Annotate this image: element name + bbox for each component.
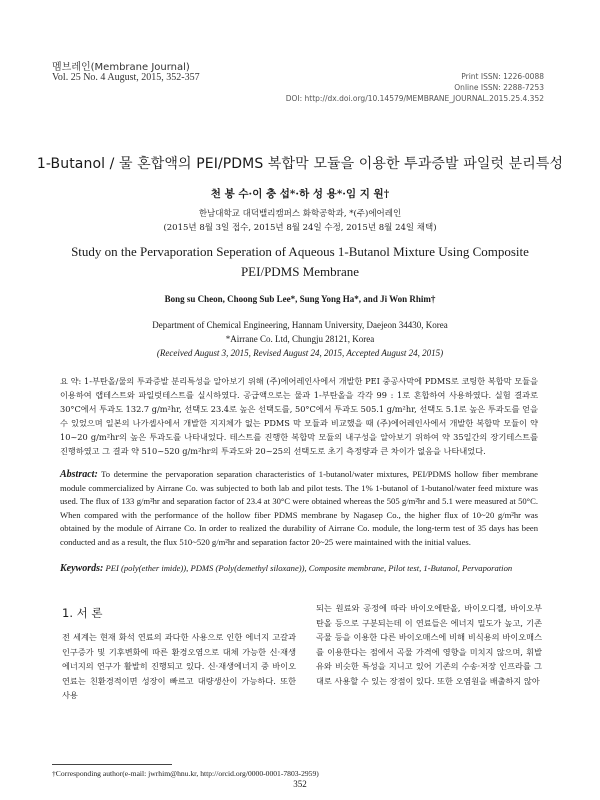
affiliation-english-1: Department of Chemical Engineering, Hannam University, Daejeon 34430, Korea [152,320,448,330]
title-korean: 1-Butanol / 물 혼합액의 PEI/PDMS 복합막 모듈을 이용한 투과증발 파일럿 분리특성 [36,156,564,172]
corresponding-author-footnote: †Corresponding author(e-mail: jwrhim@hnu.kr, http://orcid.org/0000-0001-7803-2959) [52,769,319,778]
affiliation-english-2: *Airrane Co. Ltd, Chungju 28121, Korea [225,334,375,344]
keywords-text: PEI (poly(ether imide)), PDMS (Poly(demethyl siloxane)), Composite membrane, Pilot test, 1-Butanol, Pervaporation [105,563,513,573]
dates-english: (Received August 3, 2015, Revised August 24, 2015, Accepted August 24, 2015) [156,348,444,358]
abstract-english [60,468,538,549]
keywords [60,562,538,575]
footnote-divider [52,764,172,765]
keywords-label: Keywords: [60,563,104,574]
abstract-english-label: Abstract: [60,469,98,480]
body-text-right-column: 되는 원료와 공정에 따라 바이오에탄올, 바이오디젤, 바이오부탄올 등으로 구분되는데 이 연료들은 에너지 밀도가 높고, 기존 곡물 등을 이용한 다른 바이오매스에 비해 비식용의 바이오매스를 이용한다는 점에서 곡물 가격에 영향을 미치지 않으며, 휘발유와 비슷한 특성을 지니고 있어 기존의 수송·저장 인프라를 그대로 사용할 수 있는 장점이 있다. 또한 오염원을 배출하지 않아 [316,603,542,686]
abstract-english-text: To determine the pervaporation separation characteristics of 1-butanol/water mixtures, PEI/PDMS hollow fiber membrane module commercialized by Airrane Co. was subjected to both lab and pilot tests. The 1% 1-butanol of 1-butanol/water feed mixture was used. The flux of 133 g/m²hr and separation factor of 23.4 at 30°C were obtained whereas the 505 g/m²hr and 5.1 were measured at 50°C. When compared with the performance of the hollow fiber PDMS membrane by Nagasep Co., the higher flux of 10~20 g/m²hr was obtained by the module of Airrane Co. In order to realized the durability of Airrane Co. module, the long-term test of 35 days has been conducted and as a result, the flux 510~520 g/m²hr and separation factor 20~25 were maintained with the initial values. [60,469,538,547]
authors-korean: 천 봉 수·이 충 섭*·하 성 용*·임 지 원† [210,188,390,200]
abstract-korean [60,374,538,458]
dates-korean: (2015년 8월 3일 접수, 2015년 8월 24일 수정, 2015년 8월 24일 채택) [163,223,437,233]
print-issn: Print ISSN: 1226-0088 [461,72,544,81]
journal-name: 멤브레인(Membrane Journal) [52,62,190,73]
online-issn: Online ISSN: 2288-7253 [454,83,544,92]
abstract-korean-label: 요 약: [60,376,82,386]
page-number: 352 [293,779,307,789]
journal-volume-line: Vol. 25 No. 4 August, 2015, 352-357 [52,72,200,83]
abstract-korean-text: 1-부탄올/물의 투과증발 분리특성을 알아보기 위해 (주)에어레인사에서 개발한 PEI 중공사막에 PDMS로 코팅한 복합막 모듈을 이용하여 랩테스트와 파일럿테스트를 실시하였다. 공급액으로는 물과 1-부탄올을 각각 99 : 1로 혼합하여 사용하였다. 실험 결과로 30°C에서 투과도 132.7 g/m²hr, 선택도 23.4로 높은 선택도를, 50°C에서 투과도 505.1 g/m²hr, 선택도 5.1로 높은 투과도를 얻을 수 있었으며 일본의 나가셉사에서 개발한 지지체가 없는 PDMS 막 모듈과 비교했을 때 (주)에어레인사에서 개발한 복합막 모듈이 약 10~20 g/m²hr의 높은 투과도를 나타내었다. 테스트를 진행한 복합막 모듈의 내구성을 알아보기 위하여 약 35일간의 장기테스트를 진행하였고 그 결과 약 510~520 g/m²hr의 투과도와 20~25의 선택도로 초기 측정량과 큰 차이가 없음을 나타내었다. [60,376,539,456]
body-text-left-column: 전 세계는 현재 화석 연료의 과다한 사용으로 인한 에너지 고갈과 인구증가 및 기후변화에 따른 환경오염으로 대체 가능한 신·재생에너지의 연구가 활발히 진행되고 있다. 신·재생에너지 중 바이오연료는 친환경적이면 성장이 빠르고 대량생산이 가능하다. 또한 사용 [62,632,296,701]
doi: DOI: http://dx.doi.org/10.14579/MEMBRANE_JOURNAL.2015.25.4.352 [285,94,544,103]
authors-english: Bong su Cheon, Choong Sub Lee*, Sung Yong Ha*, and Ji Won Rhim† [164,294,436,304]
section-heading-introduction: 1. 서 론 [62,606,103,620]
affiliation-korean: 한남대학교 대덕밸리캠퍼스 화학공학과, *(주)에어레인 [198,209,402,219]
title-english: Study on the Pervaporation Seperation of Aqueous 1-Butanol Mixture Using Composite PEI/PDMS Membrane [71,244,529,279]
